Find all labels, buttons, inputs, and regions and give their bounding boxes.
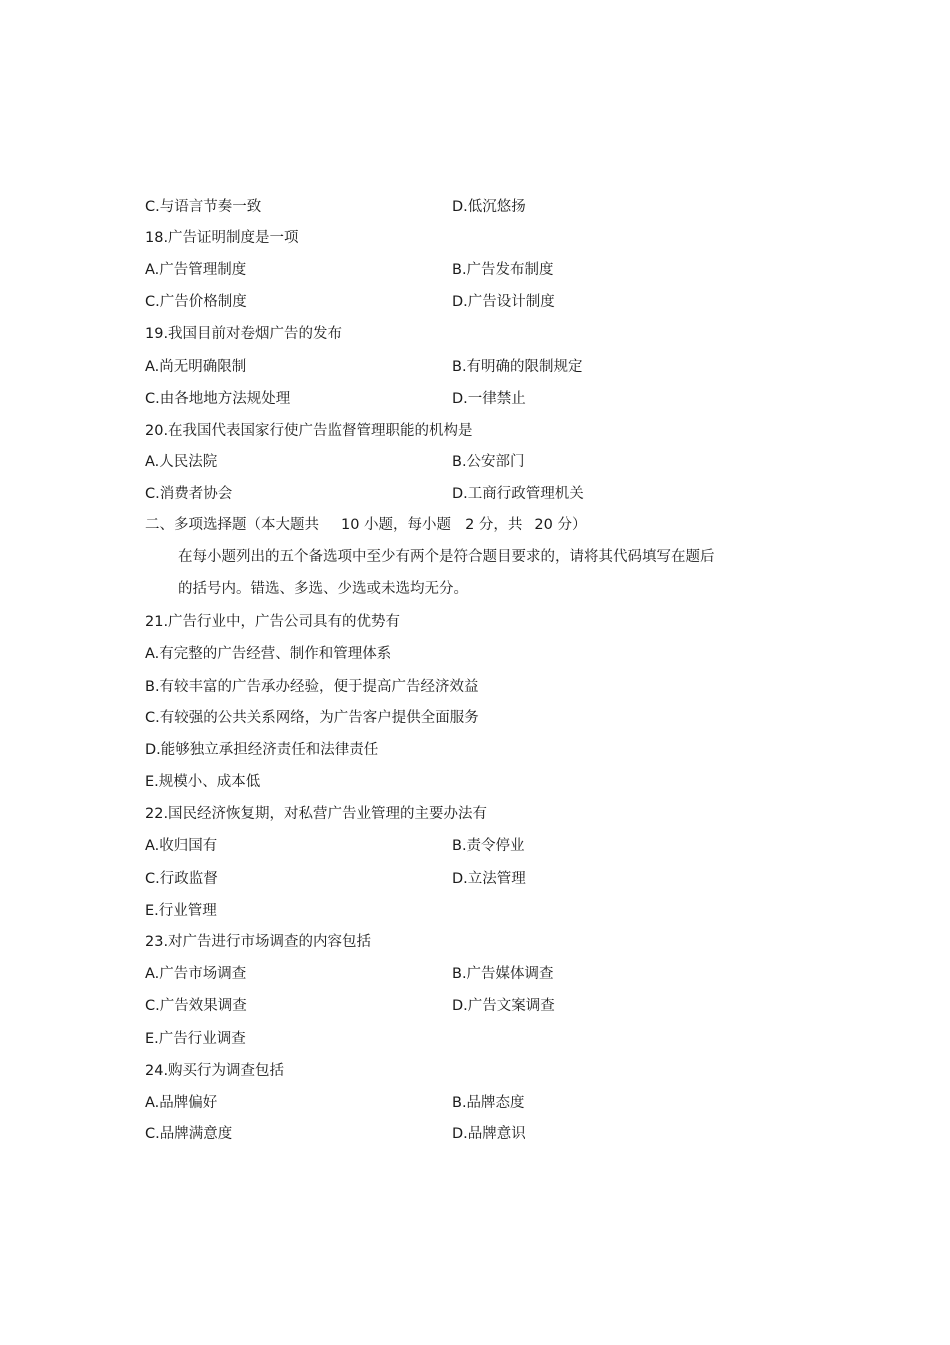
q22-option-e: E.行业管理: [145, 903, 217, 919]
section-2-instruction-line1: 在每小题列出的五个备选项中至少有两个是符合题目要求的，请将其代码填写在题后: [178, 549, 715, 565]
q22-option-d: D.立法管理: [452, 871, 526, 887]
q21-option-e: E.规模小、成本低: [145, 774, 261, 790]
q21-option-b: B.有较丰富的广告承办经验，便于提高广告经济效益: [145, 679, 479, 695]
q20-stem: 20.在我国代表国家行使广告监督管理职能的机构是: [145, 423, 473, 439]
q19-option-b: B.有明确的限制规定: [452, 359, 583, 375]
q18-option-d: D.广告设计制度: [452, 294, 555, 310]
q24-stem: 24.购买行为调查包括: [145, 1063, 285, 1079]
q21-option-c: C.有较强的公共关系网络，为广告客户提供全面服务: [145, 710, 479, 726]
q20-option-d: D.工商行政管理机关: [452, 486, 584, 502]
q20-option-c: C.消费者协会: [145, 486, 233, 502]
q18-option-a: A.广告管理制度: [145, 262, 247, 278]
q23-stem: 23.对广告进行市场调查的内容包括: [145, 934, 372, 950]
q17-option-d: D.低沉悠扬: [452, 199, 526, 215]
q24-option-a: A.品牌偏好: [145, 1095, 218, 1111]
q22-option-b: B.责令停业: [452, 838, 525, 854]
section-2-title-part4: 20 分）: [534, 517, 587, 533]
q22-stem: 22.国民经济恢复期，对私营广告业管理的主要办法有: [145, 806, 488, 822]
q23-option-d: D.广告文案调查: [452, 998, 555, 1014]
q18-option-b: B.广告发布制度: [452, 262, 554, 278]
q23-option-a: A.广告市场调查: [145, 966, 247, 982]
section-2-title-part1: 二、多项选择题（本大题共: [145, 517, 319, 533]
section-2-instruction-line2: 的括号内。错选、多选、少选或未选均无分。: [178, 581, 468, 597]
q18-option-c: C.广告价格制度: [145, 294, 247, 310]
q22-option-c: C.行政监督: [145, 871, 218, 887]
q19-option-a: A.尚无明确限制: [145, 359, 247, 375]
q20-option-a: A.人民法院: [145, 454, 218, 470]
q22-option-a: A.收归国有: [145, 838, 218, 854]
q24-option-c: C.品牌满意度: [145, 1126, 233, 1142]
q19-option-d: D.一律禁止: [452, 391, 526, 407]
section-2-title: [145, 515, 586, 535]
q24-option-b: B.品牌态度: [452, 1095, 525, 1111]
q20-option-b: B.公安部门: [452, 454, 525, 470]
q23-option-b: B.广告媒体调查: [452, 966, 554, 982]
q18-stem: 18.广告证明制度是一项: [145, 230, 299, 246]
q19-option-c: C.由各地地方法规处理: [145, 391, 291, 407]
q21-option-a: A.有完整的广告经营、制作和管理体系: [145, 646, 392, 662]
q21-option-d: D.能够独立承担经济责任和法律责任: [145, 742, 379, 758]
q17-option-c: C.与语言节奏一致: [145, 199, 262, 215]
q24-option-d: D.品牌意识: [452, 1126, 526, 1142]
q19-stem: 19.我国目前对卷烟广告的发布: [145, 326, 343, 342]
section-2-title-part3: 2 分，共: [465, 517, 523, 533]
section-2-title-part2: 10 小题，每小题: [341, 517, 452, 533]
q23-option-c: C.广告效果调查: [145, 998, 247, 1014]
q21-stem: 21.广告行业中，广告公司具有的优势有: [145, 614, 401, 630]
q23-option-e: E.广告行业调查: [145, 1031, 246, 1047]
